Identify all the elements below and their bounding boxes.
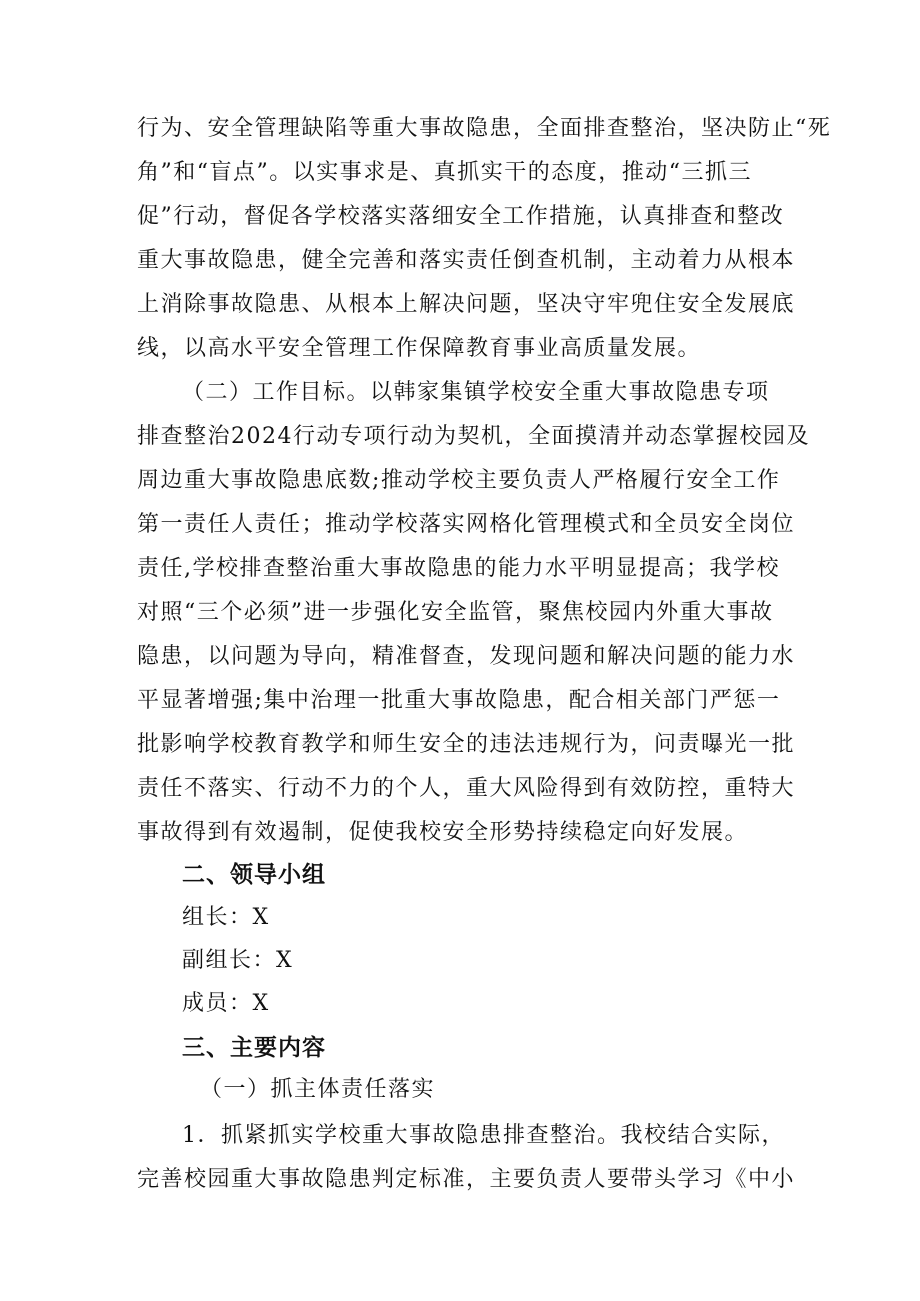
- work-goal-line: 对照“三个必须”进一步强化安全监管，聚焦校园内外重大事故: [137, 600, 774, 625]
- item-one-line: 1．抓紧抓实学校重大事故隐患排查整治。我校结合实际，: [182, 1123, 785, 1148]
- work-goal-line: 排查整治2024行动专项行动为契机，全面摸清并动态掌握校园及: [137, 424, 810, 449]
- work-goal-line: 批影响学校教育教学和师生安全的违法违规行为，问责曝光一批: [137, 732, 796, 757]
- item-one-line: 完善校园重大事故隐患判定标准，主要负责人要带头学习《中小: [137, 1167, 796, 1192]
- work-goal-line: 责任不落实、行动不力的个人，重大风险得到有效防控，重特大: [137, 776, 796, 801]
- paragraph-line: 行为、安全管理缺陷等重大事故隐患，全面排查整治，坚决防止“死: [137, 116, 832, 141]
- leader-line: 组长：X: [182, 905, 270, 930]
- section-heading-main-content: 三、主要内容: [182, 1035, 326, 1061]
- section-heading-leadership: 二、领导小组: [182, 862, 326, 888]
- paragraph-line: 上消除事故隐患、从根本上解决问题，坚决守牢兜住安全发展底: [137, 292, 796, 317]
- subheading-main-responsibility: （一）抓主体责任落实: [200, 1077, 436, 1102]
- paragraph-line: 角”和“盲点”。以实事求是、真抓实干的态度，推动“三抓三: [137, 160, 752, 185]
- work-goal-line: 第一责任人责任；推动学校落实网格化管理模式和全员安全岗位: [137, 512, 796, 537]
- paragraph-line: 重大事故隐患，健全完善和落实责任倒查机制，主动着力从根本: [137, 248, 796, 273]
- deputy-leader-line: 副组长：X: [182, 948, 294, 973]
- paragraph-line: 促”行动，督促各学校落实落细安全工作措施，认真排查和整改: [137, 204, 785, 229]
- work-goal-line: 周边重大事故隐患底数;推动学校主要负责人严格履行安全工作: [137, 468, 781, 493]
- work-goal-line: 隐患，以问题为导向，精准督查，发现问题和解决问题的能力水: [137, 644, 796, 669]
- paragraph-line: 线，以高水平安全管理工作保障教育事业高质量发展。: [137, 336, 702, 361]
- work-goal-line: 事故得到有效遏制，促使我校安全形势持续稳定向好发展。: [137, 820, 749, 845]
- members-line: 成员：X: [182, 991, 270, 1016]
- work-goal-line: （二）工作目标。以韩家集镇学校安全重大事故隐患专项: [182, 380, 770, 405]
- work-goal-line: 责任,学校排查整治重大事故隐患的能力水平明显提高；我学校: [137, 556, 780, 581]
- work-goal-line: 平显著增强;集中治理一批重大事故隐患，配合相关部门严惩一: [137, 688, 781, 713]
